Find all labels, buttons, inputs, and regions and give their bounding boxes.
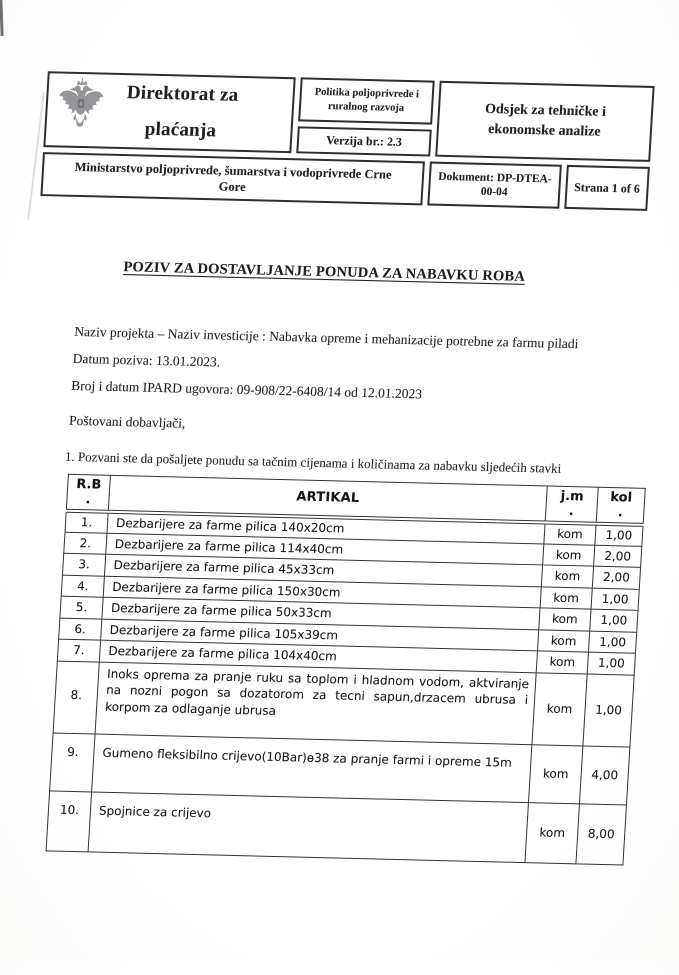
item-description: Dezbarijere za farme pilica 150x30cm [103,576,541,608]
ipard-contract-line: Broj i datum IPARD ugovora: 09-908/22-6408/14 od 12.01.2023 [70,377,423,402]
row-number: 3. [62,553,105,576]
items-table [46,474,646,865]
ministry-cell: Ministarstvo poljoprivrede, šumarstva i vodoprivrede Crne Gore [40,152,424,205]
version-cell: Verzija br.: 2.3 [296,126,432,156]
item-description: Dezbarijere za farme pilica 105x39cm [101,619,539,651]
project-name-line: Naziv projekta – Naziv investicije : Nabavka opreme i mehanizacije potrebne za farmu piladi [73,323,579,352]
item-quantity: 1,00 [595,523,643,546]
item-unit: kom [537,629,589,652]
col-header-kol-dot: . [617,505,624,521]
col-header-jm [545,486,598,523]
header-row-1 [43,71,654,162]
col-header-rb [66,474,110,511]
item-quantity: 8,00 [576,803,627,864]
row-number: 7. [57,639,100,662]
col-header-kol [596,487,645,524]
row-number: 9. [50,733,95,792]
item-quantity: 1,00 [590,609,638,632]
department-cell: Odsjek za tehničke i ekonomske analize [435,81,654,162]
row-number: 10. [46,790,92,851]
col-header-kol-text: kol [609,489,633,506]
item-description: Dezbarijere za farme pilica 45x33cm [104,554,542,586]
item-description: Dezbarijere za farme pilica 114x40cm [106,533,544,565]
item-quantity: 2,00 [592,566,640,589]
col-header-rb-dot: . [85,491,91,508]
policy-cell: Politika poljoprivrede i ruralnog razvoja [298,77,435,124]
document-header-table [40,71,654,211]
org-cell [43,71,295,153]
item-quantity: 1,00 [591,588,639,611]
item-unit: kom [536,651,588,674]
col-header-rb-text: R.B [75,476,102,493]
item-quantity: 1,00 [587,652,635,675]
montenegro-coat-of-arms-icon [53,76,109,143]
item-description: Spojnice za crijevo [88,791,528,862]
item-unit: kom [541,565,593,588]
item-description: Inoks oprema za pranje ruku sa toplom i hladnom vodom, aktviranje na nozni pogon sa dozatorom za tecni sapun,drzacem ubrusa i korpom za odlaganje ubrusa [95,662,536,745]
item-description: Dezbarijere za farme pilica 104x40cm [99,640,537,672]
row-number: 8. [53,661,99,734]
item-unit: kom [539,608,591,631]
policy-version-column [296,77,434,156]
col-header-jm-dot: . [568,503,575,519]
intro-line: 1. Pozvani ste da pošaljete ponudu sa tačnim cijenama i količinama za nabavku sljedećih stavki [64,448,562,476]
item-unit: kom [540,586,592,609]
item-unit: kom [532,672,587,745]
item-quantity: 1,00 [583,674,634,747]
item-quantity: 1,00 [588,631,636,654]
item-quantity: 4,00 [579,745,629,804]
item-quantity: 2,00 [594,545,642,568]
col-header-jm-text: j.m [560,488,585,505]
item-unit: kom [525,802,580,863]
row-number: 2. [64,532,107,555]
item-description: Gumeno fleksibilno crijevo(10Bar)ɵ38 za pranje farmi i opreme 15m [92,734,532,803]
salutation-line: Poštovani dobavljači, [68,412,186,431]
header-row-2 [40,152,649,211]
item-description: Dezbarijere za farme pilica 50x33cm [102,597,540,629]
page-number-cell: Strana 1 of 6 [564,165,650,211]
call-date-line: Datum poziva: 13.01.2023. [72,350,221,370]
item-unit: kom [529,744,583,803]
item-description: Dezbarijere za farme pilica 140x20cm [107,511,545,543]
col-header-artikal: ARTIKAL [108,475,547,522]
row-number: 1. [65,510,108,533]
table-row [46,790,626,864]
document-number-cell: Dokument: DP-DTEA-00-04 [427,162,562,209]
org-name: Direktorat za plaćanja [126,82,239,142]
item-unit: kom [544,522,596,545]
document-title: POZIV ZA DOSTAVLJANJE PONUDA ZA NABAVKU ROBA [122,259,526,285]
row-number: 6. [59,618,102,641]
row-number: 5. [60,596,103,619]
row-number: 4. [61,575,104,598]
item-unit: kom [543,543,595,566]
